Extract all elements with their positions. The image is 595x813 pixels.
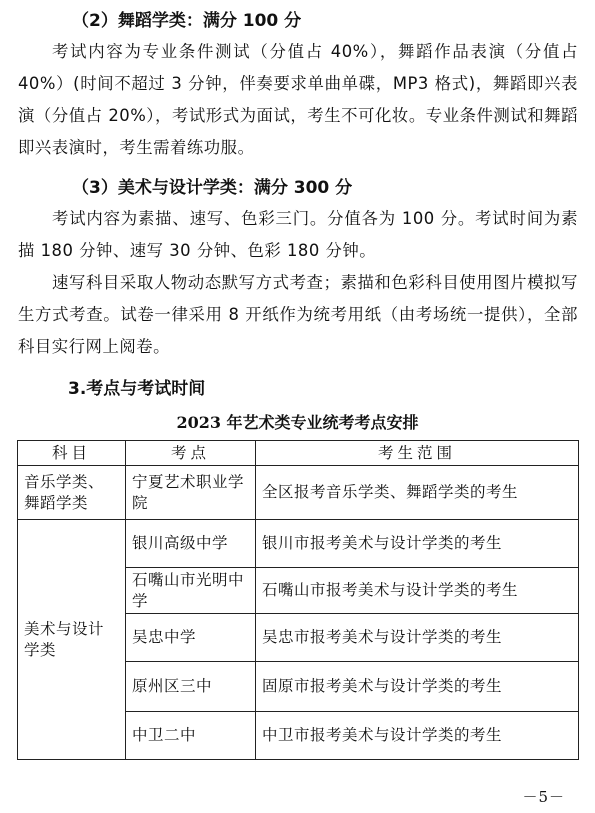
- scope-cell: 固原市报考美术与设计学类的考生: [256, 662, 579, 712]
- table-header-row: [18, 441, 579, 466]
- venue-table-title: 2023 年艺术类专业统考考点安排: [176, 413, 419, 432]
- venue-cell: 中卫二中: [126, 712, 256, 760]
- art-section-heading: （3）美术与设计学类：满分 300 分: [72, 178, 353, 198]
- dance-exam-paragraph: 考试内容为专业条件测试（分值占 40%），舞蹈作品表演（分值占 40%）(时间不超过 3 分钟，伴奏要求单曲单碟，MP3 格式)，舞蹈即兴表演（分值占 20%），考试形式为面试，考生不可化妆。专业条件测试和舞蹈即兴表演时，考生需着练功服。: [18, 42, 578, 157]
- table-row: [18, 466, 579, 520]
- scope-cell: 中卫市报考美术与设计学类的考生: [256, 712, 579, 760]
- table-row: [18, 520, 579, 568]
- venue-cell: 宁夏艺术职业学院: [126, 466, 256, 520]
- venue-cell: 吴忠中学: [126, 614, 256, 662]
- scope-cell: 石嘴山市报考美术与设计学类的考生: [256, 568, 579, 614]
- scope-cell: 全区报考音乐学类、舞蹈学类的考生: [256, 466, 579, 520]
- scope-cell: 银川市报考美术与设计学类的考生: [256, 520, 579, 568]
- venue-cell: 原州区三中: [126, 662, 256, 712]
- venue-section-heading: 3.考点与考试时间: [68, 379, 206, 399]
- venue-cell: 银川高级中学: [126, 520, 256, 568]
- header-scope: 考生范围: [256, 441, 579, 466]
- art-method-paragraph: 速写科目采取人物动态默写方式考查；素描和色彩科目使用图片模拟写生方式考查。试卷一律采用 8 开纸作为统考用纸（由考场统一提供），全部科目实行网上阅卷。: [18, 273, 578, 356]
- subject-cell: 音乐学类、舞蹈学类: [18, 466, 126, 520]
- art-exam-paragraph: 考试内容为素描、速写、色彩三门。分值各为 100 分。考试时间为素描 180 分钟、速写 30 分钟、色彩 180 分钟。: [18, 209, 578, 260]
- scope-cell: 吴忠市报考美术与设计学类的考生: [256, 614, 579, 662]
- dance-section-heading: （2）舞蹈学类：满分 100 分: [72, 11, 302, 31]
- page-number: －5－: [522, 788, 565, 806]
- header-subject: 科目: [18, 441, 126, 466]
- header-venue: 考点: [126, 441, 256, 466]
- venue-table: [17, 440, 579, 760]
- subject-cell: 美术与设计学类: [18, 520, 126, 760]
- venue-cell: 石嘴山市光明中学: [126, 568, 256, 614]
